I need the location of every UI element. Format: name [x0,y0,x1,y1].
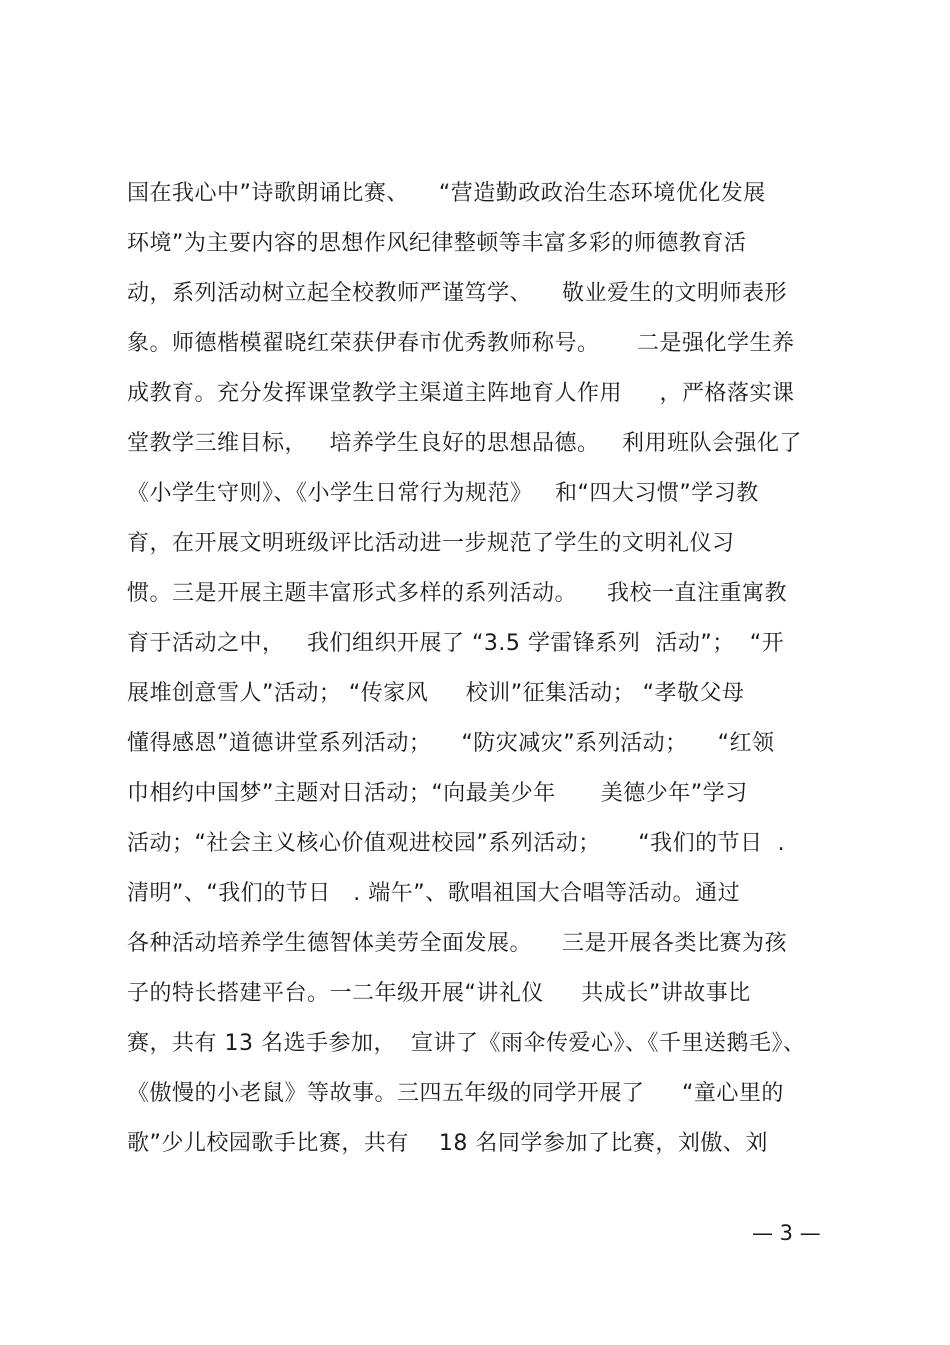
text-line: 歌”少儿校园歌手比赛，共有 18 名同学参加了比赛，刘傲、刘 [127,1131,768,1156]
text-line: 惯。三是开展主题丰富形式多样的系列活动。 我校一直注重寓教 [127,581,787,606]
text-line: 育于活动之中， 我们组织开展了 “3.5 学雷锋系列 活动”； “开 [127,631,785,656]
page-number: — 3 — [752,1221,821,1245]
text-line: 子的特长搭建平台。一二年级开展“讲礼仪 共成长”讲故事比 [127,981,751,1006]
text-line: 动，系列活动树立起全校教师严谨笃学、 敬业爱生的文明师表形 [127,281,787,306]
text-line: 懂得感恩”道德讲堂系列活动； “防灾减灾”系列活动； “红领 [127,731,775,756]
text-line: 《傲慢的小老鼠》等故事。三四五年级的同学开展了 “童心里的 [127,1081,784,1106]
text-line: 《小学生守则》、《小学生日常行为规范》 和“四大习惯”学习教 [127,481,759,506]
text-line: 环境”为主要内容的思想作风纪律整顿等丰富多彩的师德教育活 [127,231,747,256]
text-line: 堂教学三维目标， 培养学生良好的思想品德。 利用班队会强化了 [127,431,802,456]
text-line: 育，在开展文明班级评比活动进一步规范了学生的文明礼仪习 [127,531,735,556]
text-line: 展堆创意雪人”活动； “传家风 校训”征集活动； “孝敬父母 [127,681,745,706]
text-line: 国在我心中”诗歌朗诵比赛、 “营造勤政政治生态环境优化发展 [127,181,766,206]
text-line: 象。师德楷模翟晓红荣获伊春市优秀教师称号。 二是强化学生养 [127,331,795,356]
text-line: 清明”、“我们的节日 . 端午”、歌唱祖国大合唱等活动。通过 [127,881,741,906]
text-line: 各种活动培养学生德智体美劳全面发展。 三是开展各类比赛为孩 [127,931,787,956]
text-line: 成教育。充分发挥课堂教学主渠道主阵地育人作用 ，严格落实课 [127,381,795,406]
text-line: 赛，共有 13 名选手参加， 宣讲了《雨伞传爱心》、《千里送鹅毛》、 [127,1031,806,1056]
text-line: 活动；“社会主义核心价值观进校园”系列活动； “我们的节日 . [127,831,786,856]
text-line: 巾相约中国梦”主题对日活动；“向最美少年 美德少年”学习 [127,781,748,806]
